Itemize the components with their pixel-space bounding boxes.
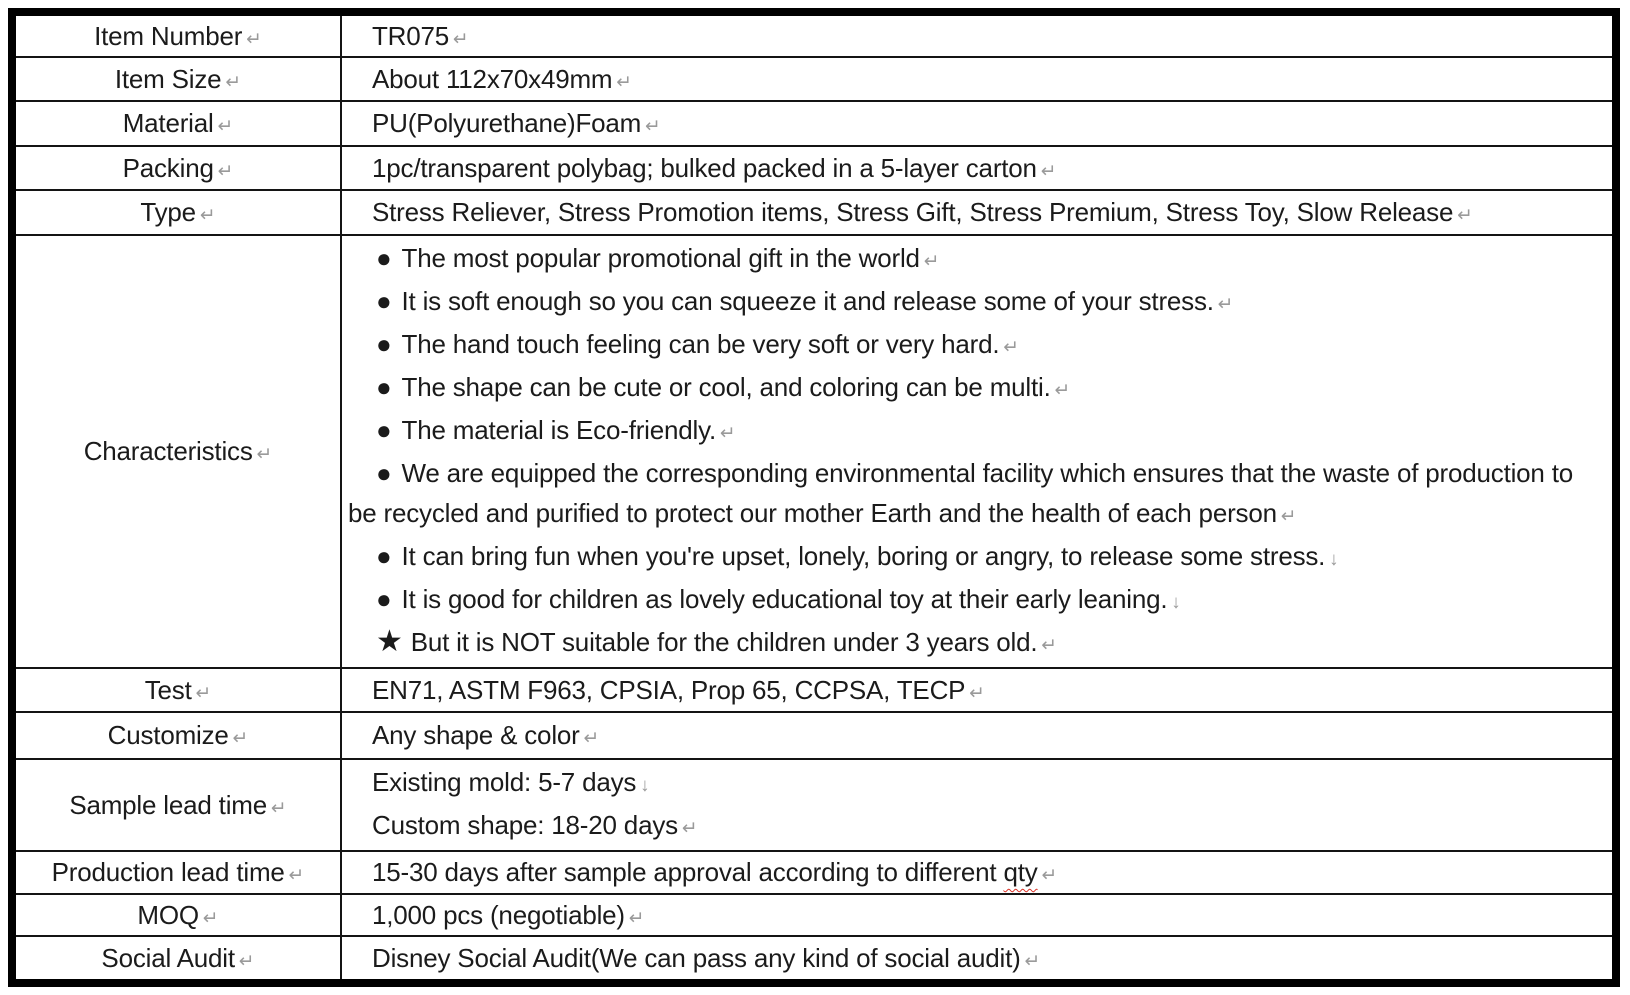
paragraph-mark-icon: ↵ bbox=[232, 727, 249, 748]
value-text: 1,000 pcs (negotiable) bbox=[372, 899, 625, 930]
characteristic-item bbox=[348, 410, 1604, 453]
paragraph-mark-icon: ↵ bbox=[583, 727, 600, 748]
paragraph-mark-icon: ↵ bbox=[1041, 634, 1058, 655]
row-value-packing bbox=[341, 146, 1616, 190]
paragraph-mark-icon: ↵ bbox=[225, 70, 242, 92]
spec-table bbox=[8, 8, 1620, 987]
table-row-item-size bbox=[12, 57, 1616, 101]
bullet-icon: ● bbox=[376, 286, 392, 316]
sample-lead-time-line bbox=[372, 805, 1602, 848]
row-label-moq bbox=[12, 894, 341, 936]
label-text: Test bbox=[144, 674, 192, 705]
paragraph-mark-icon: ↵ bbox=[1054, 379, 1071, 400]
paragraph-mark-icon: ↵ bbox=[453, 27, 469, 49]
characteristic-text: The most popular promotional gift in the world bbox=[401, 243, 920, 273]
characteristic-text: It is soft enough so you can squeeze it and release some of your stress. bbox=[401, 286, 1214, 316]
line-break-mark-icon: ↓ bbox=[1171, 591, 1181, 612]
characteristic-text: The material is Eco-friendly. bbox=[401, 415, 717, 445]
characteristic-warning bbox=[348, 622, 1604, 665]
star-icon: ★ bbox=[376, 625, 403, 658]
paragraph-mark-icon: ↵ bbox=[195, 681, 212, 703]
characteristic-text: The shape can be cute or cool, and coloring can be multi. bbox=[401, 372, 1051, 402]
value-text: Custom shape: 18-20 days bbox=[372, 810, 678, 840]
paragraph-mark-icon: ↵ bbox=[681, 817, 698, 838]
label-text: Customize bbox=[107, 720, 229, 750]
characteristic-item bbox=[348, 579, 1604, 622]
paragraph-mark-icon: ↵ bbox=[969, 681, 985, 703]
value-text: 1pc/transparent polybag; bulked packed in a 5-layer carton bbox=[372, 152, 1037, 183]
paragraph-mark-icon: ↵ bbox=[217, 115, 234, 136]
value-text: EN71, ASTM F963, CPSIA, Prop 65, CCPSA, TECP bbox=[372, 674, 966, 705]
bullet-icon: ● bbox=[376, 541, 392, 571]
characteristic-item bbox=[348, 324, 1604, 367]
table-row-customize bbox=[12, 712, 1616, 759]
line-break-mark-icon: ↓ bbox=[1329, 548, 1339, 569]
row-value-material bbox=[341, 101, 1616, 146]
paragraph-mark-icon: ↵ bbox=[271, 796, 287, 818]
paragraph-mark-icon: ↵ bbox=[720, 422, 736, 443]
paragraph-mark-icon: ↵ bbox=[217, 159, 234, 181]
value-text: 15-30 days after sample approval according to different bbox=[372, 857, 1004, 887]
label-text: Characteristics bbox=[83, 436, 253, 466]
paragraph-mark-icon: ↵ bbox=[1280, 505, 1297, 526]
row-label-production-lead-time bbox=[12, 851, 341, 894]
paragraph-mark-icon: ↵ bbox=[199, 204, 216, 225]
characteristic-item bbox=[348, 453, 1604, 536]
bullet-icon: ● bbox=[376, 458, 392, 488]
row-value-item-number bbox=[341, 12, 1616, 57]
line-break-mark-icon: ↓ bbox=[640, 774, 650, 795]
table-row-test bbox=[12, 668, 1616, 712]
row-value-social-audit bbox=[341, 936, 1616, 983]
sample-lead-time-line bbox=[372, 762, 1602, 805]
paragraph-mark-icon: ↵ bbox=[1040, 159, 1057, 181]
value-text: Disney Social Audit(We can pass any kind of social audit) bbox=[372, 942, 1021, 973]
row-value-customize bbox=[341, 712, 1616, 759]
label-text: Production lead time bbox=[51, 857, 285, 887]
characteristic-text: It is good for children as lovely educational toy at their early leaning. bbox=[401, 584, 1168, 614]
table-row-social-audit bbox=[12, 936, 1616, 983]
row-value-type bbox=[341, 190, 1616, 235]
characteristic-text: But it is NOT suitable for the children under 3 years old. bbox=[410, 627, 1038, 657]
row-value-moq bbox=[341, 894, 1616, 936]
value-text: Stress Reliever, Stress Promotion items, Stress Gift, Stress Premium, Stress Toy, Slow Release bbox=[372, 197, 1454, 227]
table-row-material bbox=[12, 101, 1616, 146]
characteristic-item bbox=[348, 281, 1604, 324]
characteristic-text: It can bring fun when you're upset, lonely, boring or angry, to release some stress. bbox=[401, 541, 1326, 571]
row-value-test bbox=[341, 668, 1616, 712]
table-row-packing bbox=[12, 146, 1616, 190]
table-row-item-number bbox=[12, 12, 1616, 57]
paragraph-mark-icon: ↵ bbox=[288, 864, 305, 885]
row-label-packing bbox=[12, 146, 341, 190]
paragraph-mark-icon: ↵ bbox=[1024, 949, 1041, 971]
row-value-item-size bbox=[341, 57, 1616, 101]
bullet-icon: ● bbox=[376, 329, 392, 359]
value-text: Existing mold: 5-7 days bbox=[372, 767, 637, 797]
characteristic-text: The hand touch feeling can be very soft or very hard. bbox=[401, 329, 1000, 359]
row-value-sample-lead-time bbox=[341, 759, 1616, 851]
paragraph-mark-icon: ↵ bbox=[238, 949, 255, 971]
row-value-production-lead-time bbox=[341, 851, 1616, 894]
row-label-type bbox=[12, 190, 341, 235]
characteristic-item bbox=[348, 367, 1604, 410]
paragraph-mark-icon: ↵ bbox=[616, 70, 633, 92]
row-label-customize bbox=[12, 712, 341, 759]
paragraph-mark-icon: ↵ bbox=[1003, 336, 1020, 357]
value-text: About 112x70x49mm bbox=[372, 63, 613, 94]
label-text: Material bbox=[122, 108, 214, 138]
paragraph-mark-icon: ↵ bbox=[645, 115, 661, 136]
table-row-production-lead-time bbox=[12, 851, 1616, 894]
label-text: MOQ bbox=[137, 899, 199, 930]
value-text: PU(Polyurethane)Foam bbox=[372, 108, 642, 138]
value-text: Any shape & color bbox=[372, 720, 580, 750]
label-text: Item Size bbox=[114, 63, 222, 94]
label-text: Type bbox=[140, 197, 196, 227]
bullet-icon: ● bbox=[376, 584, 392, 614]
paragraph-mark-icon: ↵ bbox=[1041, 864, 1058, 885]
paragraph-mark-icon: ↵ bbox=[1217, 293, 1234, 314]
characteristic-item bbox=[348, 238, 1604, 281]
misspelled-word: qty bbox=[1003, 857, 1038, 887]
table-row-moq bbox=[12, 894, 1616, 936]
characteristic-text: We are equipped the corresponding environmental facility which ensures that the waste of production to be recycled and purified to protect our mother Earth and the health of each person bbox=[348, 458, 1574, 528]
table-row-sample-lead-time bbox=[12, 759, 1616, 851]
value-text: TR075 bbox=[372, 20, 450, 51]
table-row-type bbox=[12, 190, 1616, 235]
table-row-characteristics bbox=[12, 235, 1616, 668]
row-value-characteristics bbox=[341, 235, 1616, 668]
label-text: Social Audit bbox=[101, 942, 235, 973]
row-label-sample-lead-time bbox=[12, 759, 341, 851]
paragraph-mark-icon: ↵ bbox=[246, 27, 262, 49]
paragraph-mark-icon: ↵ bbox=[1457, 204, 1473, 225]
label-text: Packing bbox=[122, 152, 214, 183]
row-label-test bbox=[12, 668, 341, 712]
row-label-characteristics bbox=[12, 235, 341, 668]
label-text: Sample lead time bbox=[69, 789, 267, 820]
paragraph-mark-icon: ↵ bbox=[202, 906, 219, 928]
row-label-social-audit bbox=[12, 936, 341, 983]
paragraph-mark-icon: ↵ bbox=[923, 250, 940, 271]
row-label-item-number bbox=[12, 12, 341, 57]
label-text: Item Number bbox=[94, 20, 243, 51]
paragraph-mark-icon: ↵ bbox=[628, 906, 645, 928]
paragraph-mark-icon: ↵ bbox=[256, 443, 273, 464]
bullet-icon: ● bbox=[376, 243, 392, 273]
row-label-material bbox=[12, 101, 341, 146]
row-label-item-size bbox=[12, 57, 341, 101]
bullet-icon: ● bbox=[376, 372, 392, 402]
characteristic-item bbox=[348, 536, 1604, 579]
bullet-icon: ● bbox=[376, 415, 392, 445]
